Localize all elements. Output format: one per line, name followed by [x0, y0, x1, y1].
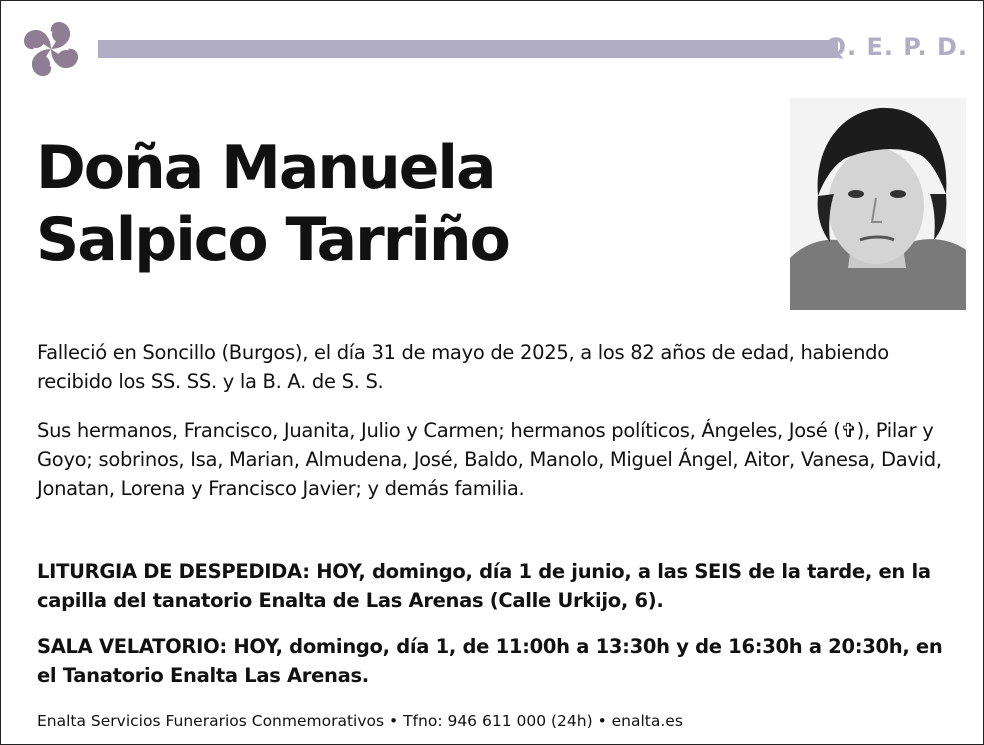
footer-contact: Enalta Servicios Funerarios Conmemorativos • Tfno: 946 611 000 (24h) • enalta.es — [37, 712, 683, 730]
liturgy-paragraph: LITURGIA DE DESPEDIDA: HOY, domingo, día 1 de junio, a las SEIS de la tarde, en la capilla del tanatorio Enalta de Las Arenas (Calle Urkijo, 6). — [37, 560, 931, 612]
deceased-photo — [790, 98, 966, 310]
family-paragraph: Sus hermanos, Francisco, Juanita, Julio y Carmen; hermanos políticos, Ángeles, José (✞), Pilar y Goyo; sobrinos, Isa, Marian, Almudena, José, Baldo, Manolo, Miguel Ángel, Aitor, Vanesa, David, Jonatan, Lorena y Francisco Javier; y demás familia. — [37, 419, 942, 500]
header-bar — [98, 40, 838, 58]
qepd-heading: Q. E. P. D. — [825, 33, 968, 61]
deceased-name — [36, 133, 509, 275]
wake-room-paragraph: SALA VELATORIO: HOY, domingo, día 1, de 11:00h a 13:30h y de 16:30h a 20:30h, en el Tanatorio Enalta Las Arenas. — [37, 635, 943, 687]
lauburu-icon — [14, 12, 88, 86]
death-notice-paragraph: Falleció en Soncillo (Burgos), el día 31 de mayo de 2025, a los 82 años de edad, habiendo recibido los SS. SS. y la B. A. de S. S. — [37, 341, 889, 393]
name-line-2: Salpico Tarriño — [36, 205, 509, 275]
name-line-1: Doña Manuela — [36, 133, 495, 203]
